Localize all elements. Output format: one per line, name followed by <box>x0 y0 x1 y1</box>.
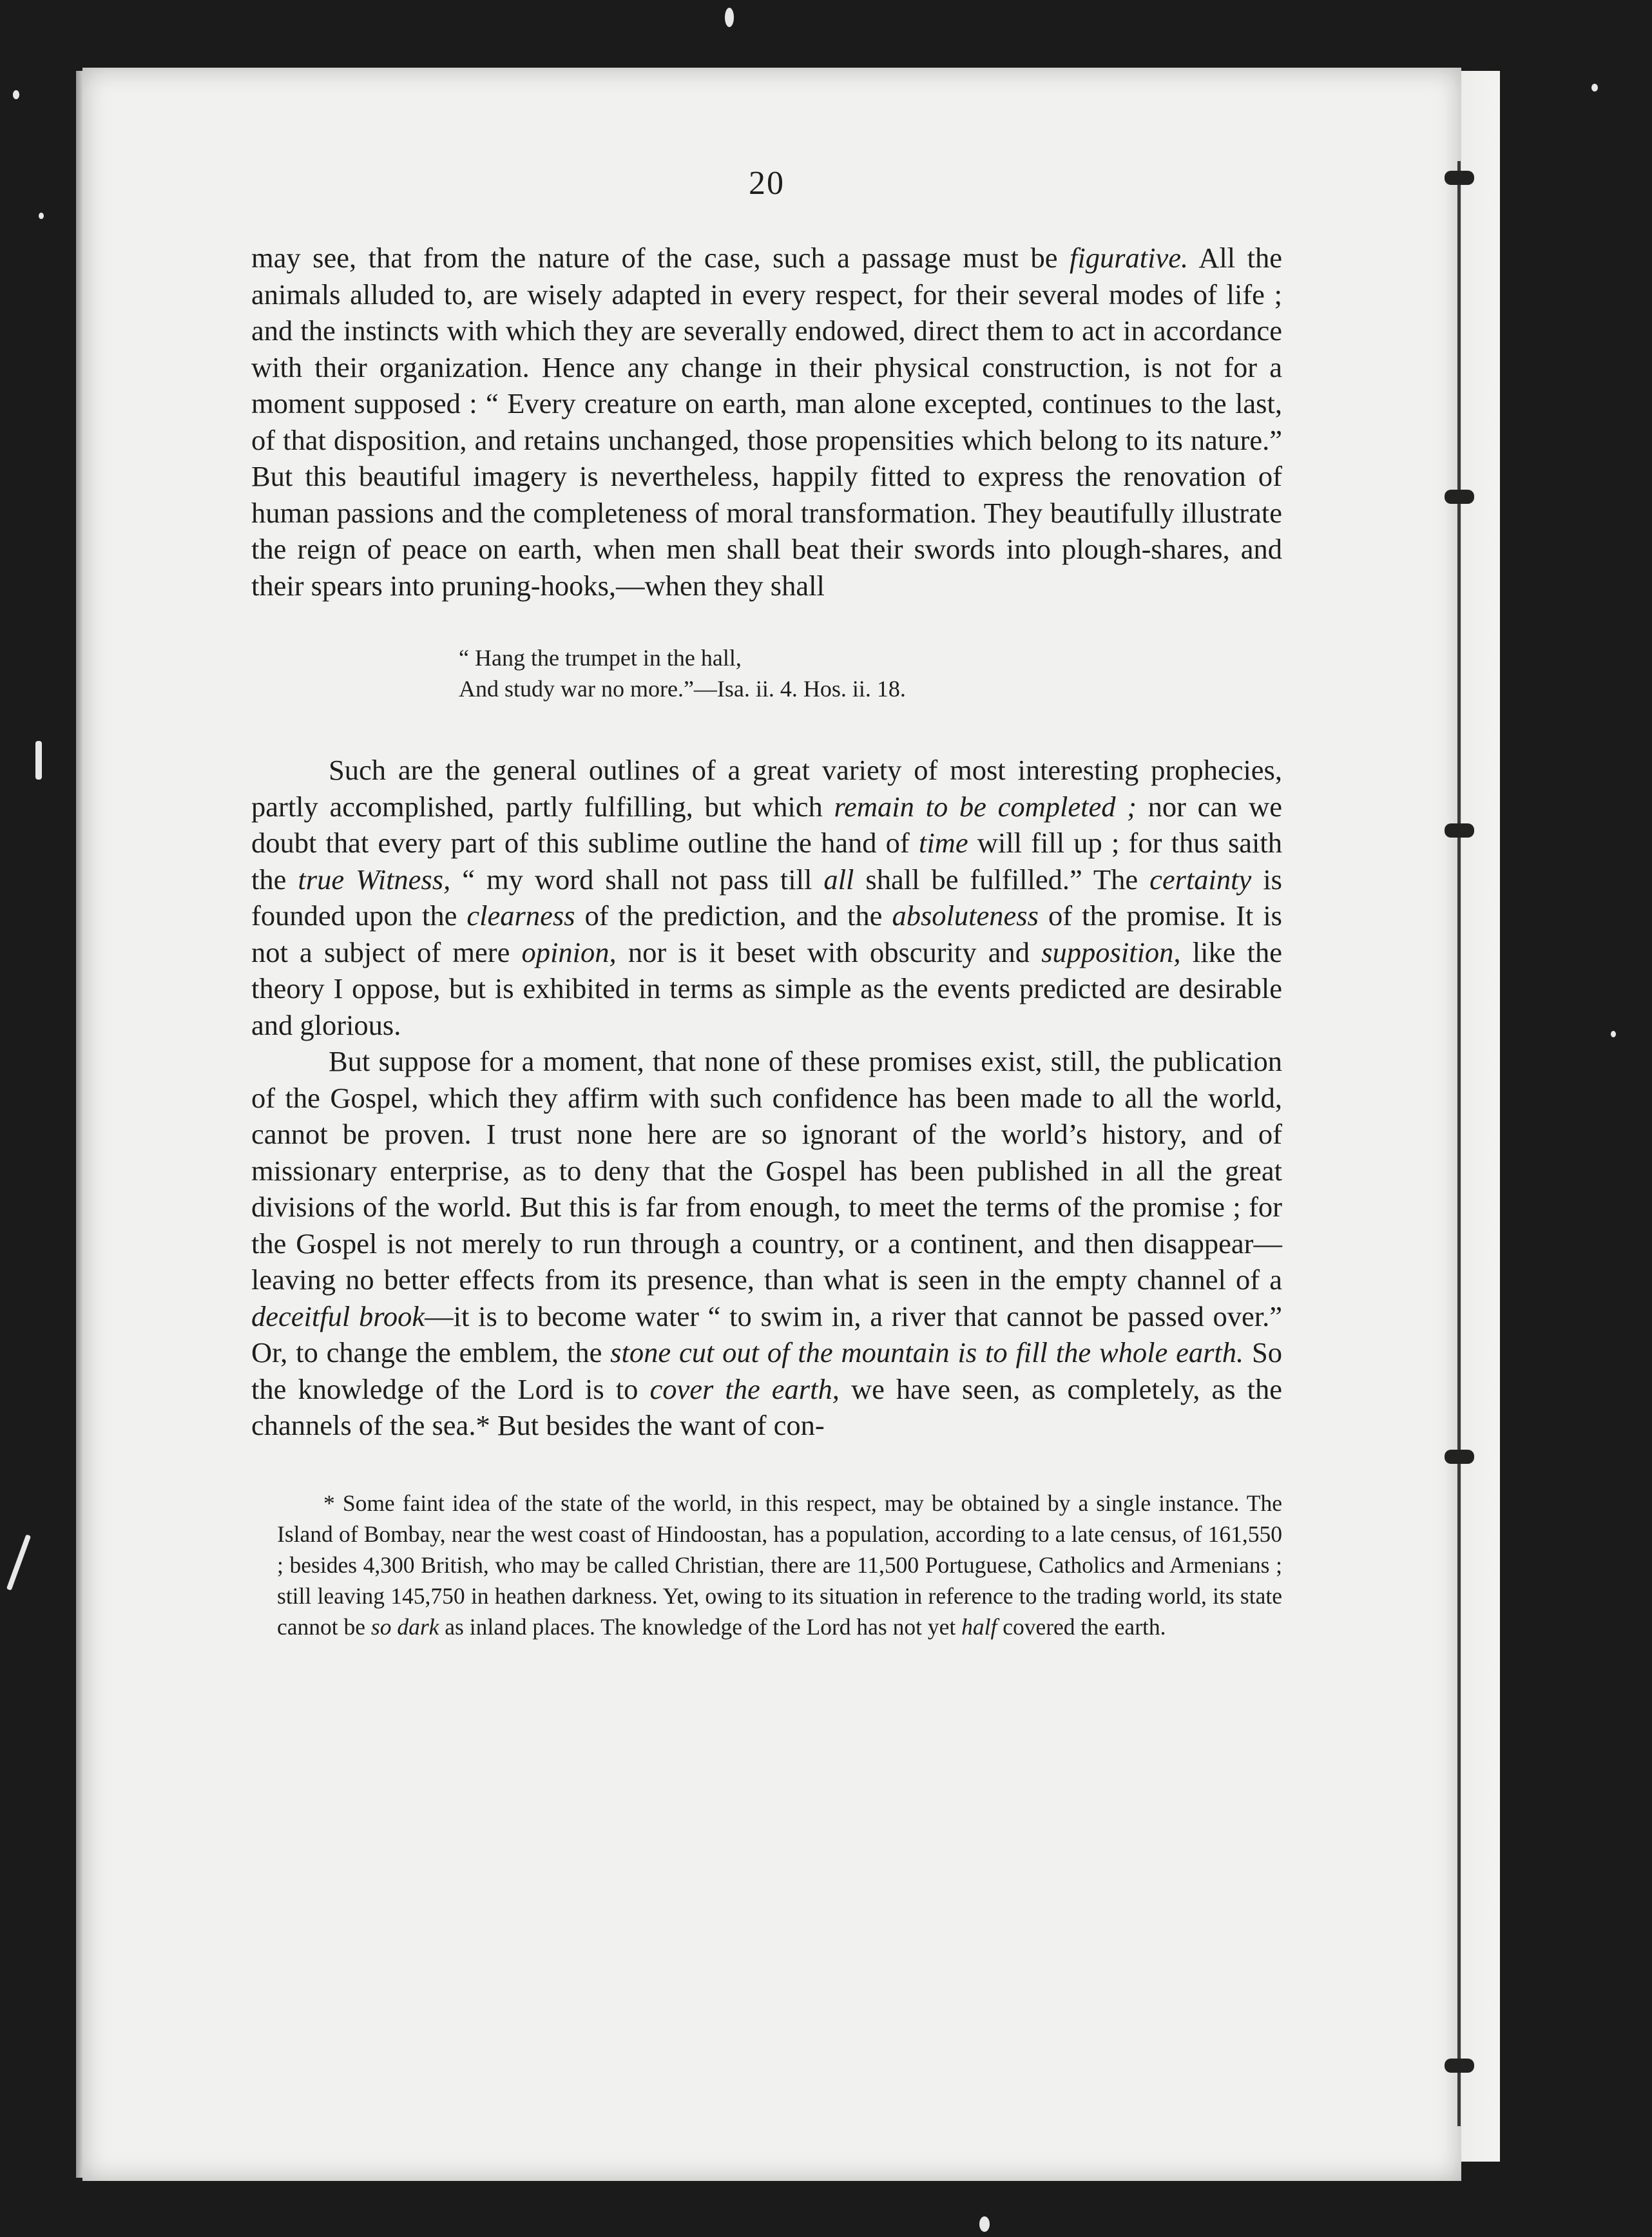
text-run: as inland places. The knowledge of the Lord has not yet <box>439 1613 962 1640</box>
binding-knot <box>1445 171 1474 185</box>
verse-line: “ Hang the trumpet in the hall, <box>459 645 742 671</box>
italic-text: half <box>961 1613 997 1640</box>
text-run: of the promise. It is not a subject of mere <box>251 899 1283 968</box>
text-run: covered the earth. <box>997 1613 1166 1640</box>
text-run: nor can we doubt that every part of this sublime outline the hand of <box>251 790 1283 859</box>
text-run: of the prediction, and the <box>575 899 892 932</box>
italic-text: clearness <box>466 899 575 932</box>
scan-speck <box>725 8 734 27</box>
quoted-verse <box>459 642 1282 704</box>
text-run: So the knowledge of the Lord is to <box>251 1336 1282 1405</box>
italic-text: figurative. <box>1070 242 1189 274</box>
italic-text: time <box>918 827 968 859</box>
italic-text: certainty <box>1149 863 1252 896</box>
footnote <box>277 1488 1282 1642</box>
text-run: may see, that from the nature of the case, such a passage must be <box>251 242 1070 274</box>
scan-speck <box>6 1534 31 1590</box>
page-content <box>251 164 1282 1642</box>
binding-knot <box>1445 1450 1474 1464</box>
scan-speck <box>13 90 19 99</box>
text-run: nor is it beset with obscurity and <box>616 936 1042 968</box>
italic-text: absoluteness <box>892 899 1039 932</box>
text-run: But suppose for a moment, that none of these promises exist, still, the publication of the Gospel, which they affirm with such confidence has been made to all the world, cannot be proven. I trust none here are so ignorant of the world’s history, and of missionary enterprise, as to deny that the Gospel has been published in all the great divisions of the world. But this is far from enough, to meet the terms of the promise ; for the Gospel is not merely to run through a country, or a continent, and then disappear—leaving no better effects from its presence, than what is seen in the empty channel of a <box>251 1045 1282 1296</box>
italic-text: remain to be completed ; <box>834 790 1137 823</box>
paragraph <box>251 240 1282 604</box>
text-run: * Some faint idea of the state of the world, in this respect, may be obtained by a single instance. The Island of Bombay, near the west coast of Hindoostan, has a population, according to a late census, of 161,550 ; besides 4,300 British, who may be called Christian, there are 11,500 Portuguese, Catholics and Armenians ; still leaving 145,750 in heathen darkness. Yet, owing to its situation in reference to the trading world, its state cannot be <box>277 1490 1282 1640</box>
binding-knot <box>1445 2059 1474 2073</box>
scan-speck <box>979 2216 990 2232</box>
text-run: All the animals alluded to, are wisely adapted in every respect, for their several modes of life ; and the instincts with which they are severally endowed, direct them to act in accordance with their organization. Hence any change in their physical construction, is not for a moment supposed : “ Every creature on earth, man alone excepted, continues to the last, of that disposition, and retains unchanged, those propensities which belong to its nature.” But this beautiful imagery is nevertheless, happily fitted to express the renovation of human passions and the completeness of moral transformation. They beautifully illustrate the reign of peace on earth, when men shall beat their swords into plough-shares, and their spears into pruning-hooks,—when they shall <box>251 242 1282 602</box>
text-run: like the theory I oppose, but is exhibited in terms as simple as the events predicted are desirable and glorious. <box>251 936 1283 1041</box>
scan-speck <box>1611 1031 1616 1037</box>
paragraph <box>251 1043 1282 1444</box>
text-run: will fill up ; for thus saith the <box>251 827 1282 896</box>
binding-thread <box>1457 161 1461 2126</box>
italic-text: supposition, <box>1041 936 1181 968</box>
text-run: “ my word shall not pass till <box>450 863 824 896</box>
text-run: is founded upon the <box>251 863 1282 932</box>
binding-knot <box>1445 823 1474 838</box>
text-run: —it is to become water “ to swim in, a river that cannot be passed over.” Or, to change the emblem, the <box>251 1300 1282 1368</box>
page-number: 20 <box>749 165 785 202</box>
binding-knot <box>1445 490 1474 504</box>
scan-speck <box>1591 84 1598 91</box>
text-run: we have seen, as completely, as the channels of the sea.* But besides the want of con- <box>251 1372 1283 1441</box>
scan-speck <box>35 741 42 780</box>
italic-text: deceitful brook <box>251 1300 425 1332</box>
text-run: Such are the general outlines of a great variety of most interesting prophecies, partly accomplished, partly fulfilling, but which <box>251 754 1282 823</box>
italic-text: all <box>823 863 854 896</box>
scan-speck <box>39 213 44 219</box>
paragraph <box>251 752 1282 1043</box>
italic-text: opinion, <box>521 936 617 968</box>
verse-line: And study war no more.”—Isa. ii. 4. Hos. ii. 18. <box>459 676 906 702</box>
text-run: shall be fulfilled.” The <box>854 863 1150 896</box>
italic-text: cover the earth, <box>649 1372 840 1405</box>
italic-text: stone cut out of the mountain is to fill the whole earth. <box>610 1336 1244 1368</box>
italic-text: so dark <box>370 1613 439 1640</box>
italic-text: true Witness, <box>298 863 451 896</box>
